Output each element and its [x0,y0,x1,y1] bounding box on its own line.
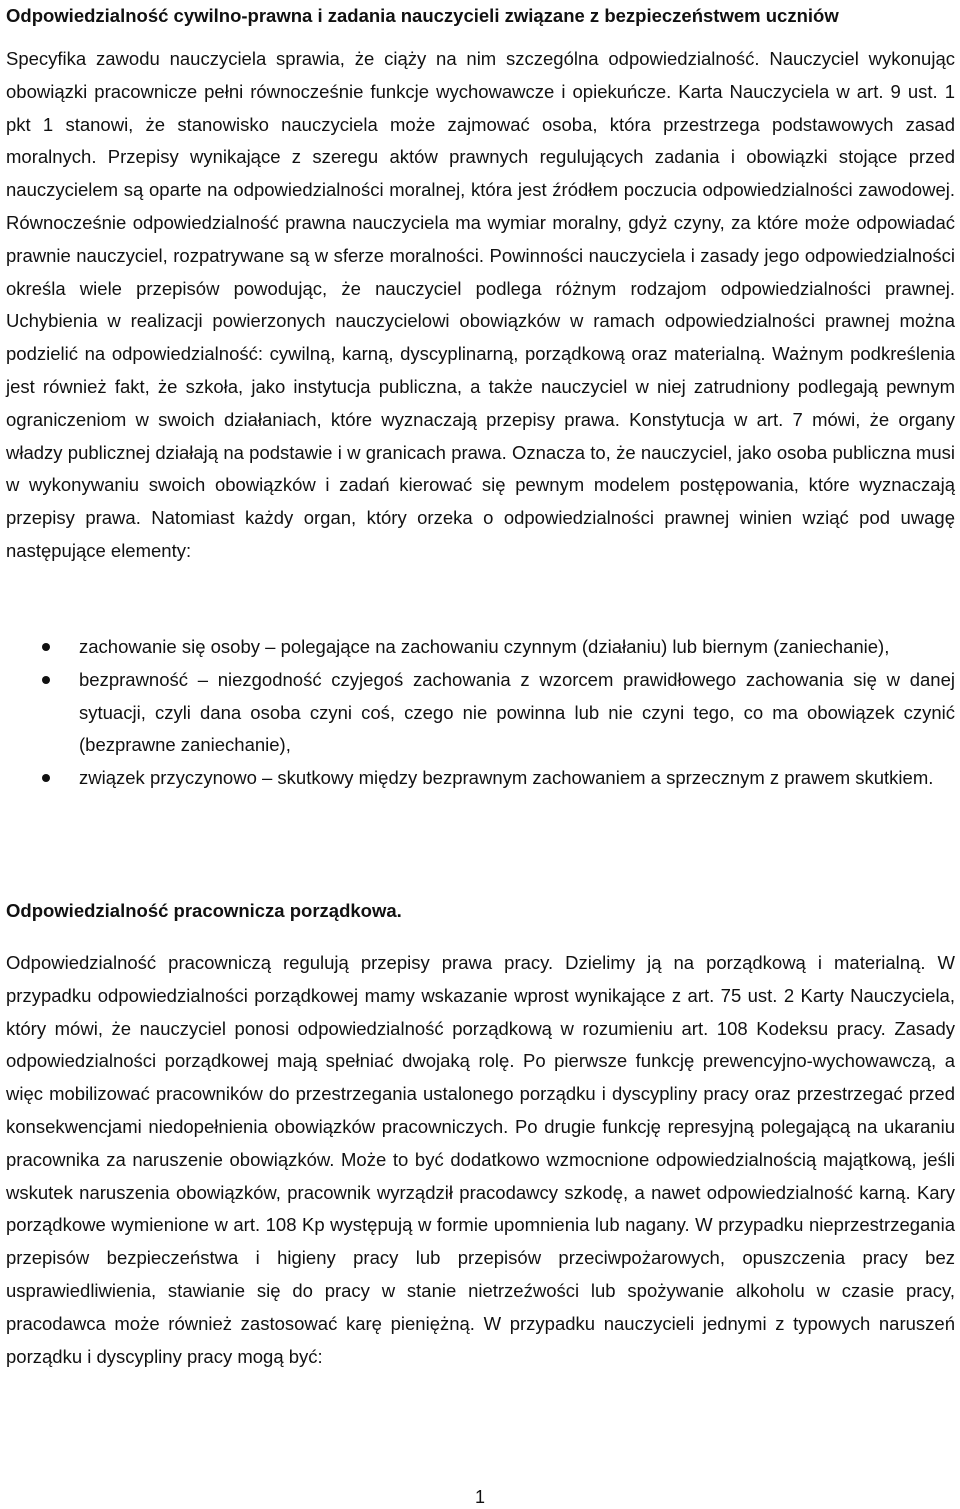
paragraph-porzadkowa: Odpowiedzialność pracowniczą regulują przepisy prawa pracy. Dzielimy ją na porządkową i materialną. W przypadku odpowiedzialności porządkowej mamy wskazanie wprost wynikające z art. 75 ust. 2 Karty Nauczyciela, który mówi, że nauczyciel ponosi odpowiedzialność porządkową w rozumieniu art. 108 Kodeksu pracy. Zasady odpowiedzialności porządkowej mają spełniać dwojaką rolę. Po pierwsze funkcję prewencyjno-wychowawczą, a więc mobilizować pracowników do przestrzegania ustalonego porządku i dyscypliny pracy oraz przestrzegać przed konsekwencjami niedopełnienia obowiązków pracowniczych. Po drugie funkcję represyjną polegającą na ukaraniu pracownika za naruszenie obowiązków. Może to być dodatkowo wzmocnione odpowiedzialnością majątkową, jeśli wskutek naruszenia obowiązków, pracownik wyrządził pracodawcy szkodę, a nawet odpowiedzialność karną. Kary porządkowe wymienione w art. 108 Kp występują w formie upomnienia lub nagany. W przypadku nieprzestrzegania przepisów bezpieczeństwa i higieny pracy lub przepisów przeciwpożarowych, opuszczenia pracy bez usprawiedliwienia, stawianie się do pracy w stanie nietrzeźwości lub spożywanie alkoholu w czasie pracy, pracodawca może również zastosować karę pieniężną. W przypadku nauczycieli jednymi z typowych naruszeń porządku i dyscypliny pracy mogą być: [6,952,955,1367]
list-item-text: związek przyczynowo – skutkowy między bezprawnym zachowaniem a sprzecznym z prawem skutkiem. [79,767,934,789]
bullet-icon [42,676,50,684]
document-title: Odpowiedzialność cywilno-prawna i zadania nauczycieli związane z bezpieczeństwem uczniów [6,5,839,26]
elements-list [6,631,955,795]
list-item-text: zachowanie się osoby – polegające na zachowaniu czynnym (działaniu) lub biernym (zaniechanie), [79,636,890,657]
list-item-text: bezprawność – niezgodność czyjegoś zachowania z wzorcem prawidłowego zachowania się w danej sytuacji, czyli dana osoba czyni coś, czego nie powinna lub nie czyni tego, co ma obowiązek czynić (bezprawne zaniechanie), [79,668,955,756]
list-item [6,762,955,795]
section-heading: Odpowiedzialność pracownicza porządkowa. [6,900,402,921]
page-number: 1 [474,1487,485,1507]
list-item [6,664,955,762]
paragraph-intro: Specyfika zawodu nauczyciela sprawia, że ciąży na nim szczególna odpowiedzialność. Nauczyciel wykonując obowiązki pracownicze pełni równocześnie funkcje wychowawcze i opiekuńcze. Karta Nauczyciela w art. 9 ust. 1 pkt 1 stanowi, że stanowisko nauczyciela może zajmować osoba, która przestrzega podstawowych zasad moralnych. Przepisy wynikające z szeregu aktów prawnych regulujących zadania i obowiązki stojące przed nauczycielem są oparte na odpowiedzialności moralnej, która jest źródłem poczucia odpowiedzialności zawodowej. Równocześnie odpowiedzialność prawna nauczyciela ma wymiar moralny, gdyż czyny, za które może odpowiadać prawnie nauczyciel, rozpatrywane są w sferze moralności. Powinności nauczyciela i zasady jego odpowiedzialności określa wiele przepisów powodując, że nauczyciel podlega różnym rodzajom odpowiedzialności prawnej. Uchybienia w realizacji powierzonych nauczycielowi obowiązków w ramach odpowiedzialności prawnej można podzielić na odpowiedzialność: cywilną, karną, dyscyplinarną, porządkową oraz materialną. Ważnym podkreślenia jest również fakt, że szkoła, jako instytucja publiczna, a także nauczyciel w niej zatrudniony podlegają pewnym ograniczeniom w swoich działaniach, które wyznaczają przepisy prawa. Konstytucja w art. 7 mówi, że organy władzy publicznej działają na podstawie i w granicach prawa. Oznacza to, że nauczyciel, jako osoba publiczna musi w wykonywaniu swoich obowiązków i zadań kierować się pewnym modelem postępowania, które wyznaczają przepisy prawa. Natomiast każdy organ, który orzeka o odpowiedzialności prawnej winien wziąć pod uwagę następujące elementy: [6,48,955,561]
bullet-icon [42,774,50,782]
bullet-icon [42,643,50,651]
list-item [6,631,955,664]
